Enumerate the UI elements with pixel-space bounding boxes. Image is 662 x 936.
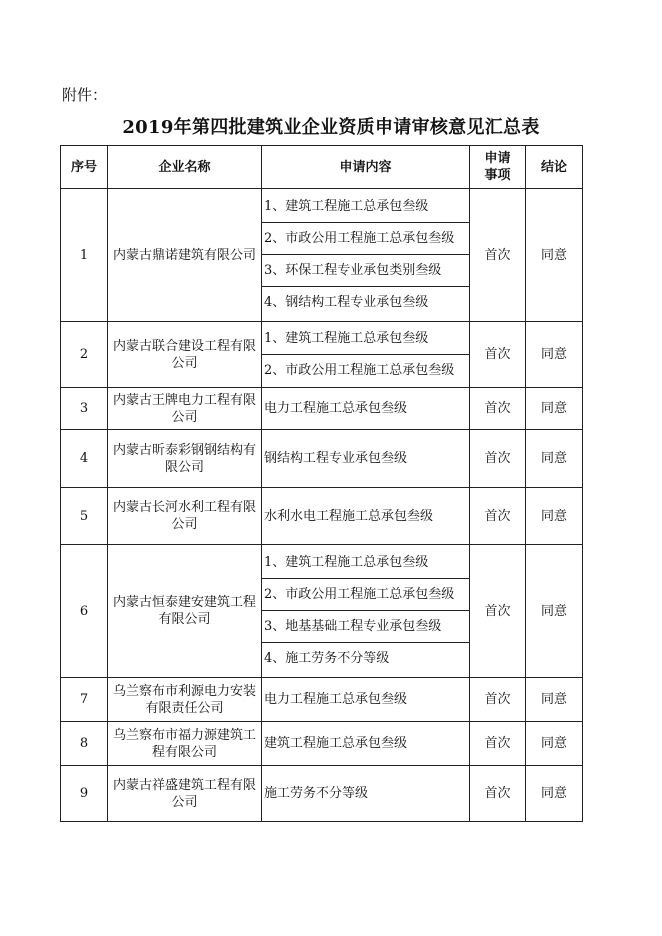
content-cell	[262, 322, 470, 388]
company-name: 内蒙古联合建设工程有限公司	[108, 322, 262, 388]
content-cell	[262, 189, 470, 322]
content-item: 1、建筑工程施工总承包叁级	[262, 191, 469, 223]
table-row	[61, 430, 583, 488]
content-cell	[262, 388, 470, 430]
content-cell	[262, 722, 470, 766]
table-row	[61, 189, 583, 322]
summary-table	[60, 145, 583, 822]
content-item: 水利水电工程施工总承包叁级	[264, 508, 434, 524]
row-index: 1	[61, 189, 108, 322]
company-name: 内蒙古长河水利工程有限公司	[108, 488, 262, 545]
company-name: 内蒙古王牌电力工程有限公司	[108, 388, 262, 430]
application-type: 首次	[470, 545, 526, 678]
column-header-content: 申请内容	[262, 146, 470, 189]
conclusion: 同意	[526, 545, 583, 678]
row-index: 5	[61, 488, 108, 545]
table-header-row	[61, 146, 583, 189]
conclusion: 同意	[526, 388, 583, 430]
company-name: 内蒙古祥盛建筑工程有限公司	[108, 766, 262, 822]
content-item: 电力工程施工总承包叁级	[264, 401, 408, 416]
attachment-label: 附件：	[62, 86, 108, 104]
conclusion: 同意	[526, 189, 583, 322]
content-item: 钢结构工程专业承包叁级	[264, 451, 408, 466]
application-type: 首次	[470, 388, 526, 430]
column-header-conclusion: 结论	[526, 146, 583, 189]
conclusion: 同意	[526, 430, 583, 488]
content-item: 4、钢结构工程专业承包叁级	[264, 295, 429, 310]
row-index: 2	[61, 322, 108, 388]
content-cell	[262, 488, 470, 545]
content-item: 2、市政公用工程施工总承包叁级	[262, 223, 469, 255]
content-cell	[262, 766, 470, 822]
content-cell	[262, 430, 470, 488]
company-name: 乌兰察布市福力源建筑工程有限公司	[108, 722, 262, 766]
table-row	[61, 322, 583, 388]
company-name: 内蒙古昕泰彩钢钢结构有限公司	[108, 430, 262, 488]
company-name: 内蒙古恒泰建安建筑工程有限公司	[108, 545, 262, 678]
column-header-index: 序号	[61, 146, 108, 189]
application-type: 首次	[470, 322, 526, 388]
application-type: 首次	[470, 722, 526, 766]
table-row	[61, 545, 583, 678]
column-header-type: 申请事项	[470, 146, 526, 189]
content-item: 3、环保工程专业承包类别叁级	[262, 255, 469, 287]
application-type: 首次	[470, 430, 526, 488]
page-title: 2019年第四批建筑业企业资质申请审核意见汇总表	[122, 117, 540, 138]
content-item: 1、建筑工程施工总承包叁级	[262, 323, 469, 355]
company-name: 内蒙古鼎诺建筑有限公司	[108, 189, 262, 322]
application-type: 首次	[470, 766, 526, 822]
conclusion: 同意	[526, 678, 583, 722]
content-item: 施工劳务不分等级	[264, 786, 369, 801]
conclusion: 同意	[526, 488, 583, 545]
content-item: 4、施工劳务不分等级	[264, 651, 390, 666]
row-index: 9	[61, 766, 108, 822]
column-header-company: 企业名称	[108, 146, 262, 189]
conclusion: 同意	[526, 766, 583, 822]
table-row	[61, 678, 583, 722]
content-item: 2、市政公用工程施工总承包叁级	[264, 362, 455, 378]
content-cell	[262, 545, 470, 678]
content-item: 3、地基基础工程专业承包叁级	[262, 611, 469, 643]
conclusion: 同意	[526, 722, 583, 766]
table-row	[61, 488, 583, 545]
company-name: 乌兰察布市利源电力安装有限责任公司	[108, 678, 262, 722]
application-type: 首次	[470, 488, 526, 545]
row-index: 8	[61, 722, 108, 766]
application-type: 首次	[470, 189, 526, 322]
conclusion: 同意	[526, 322, 583, 388]
row-index: 7	[61, 678, 108, 722]
table-row	[61, 388, 583, 430]
row-index: 6	[61, 545, 108, 678]
content-item: 电力工程施工总承包叁级	[264, 692, 408, 707]
content-item: 2、市政公用工程施工总承包叁级	[262, 579, 469, 611]
row-index: 4	[61, 430, 108, 488]
table-row	[61, 766, 583, 822]
application-type: 首次	[470, 678, 526, 722]
content-item: 1、建筑工程施工总承包叁级	[262, 547, 469, 579]
row-index: 3	[61, 388, 108, 430]
table-row	[61, 722, 583, 766]
content-cell	[262, 678, 470, 722]
content-item: 建筑工程施工总承包叁级	[264, 736, 408, 751]
